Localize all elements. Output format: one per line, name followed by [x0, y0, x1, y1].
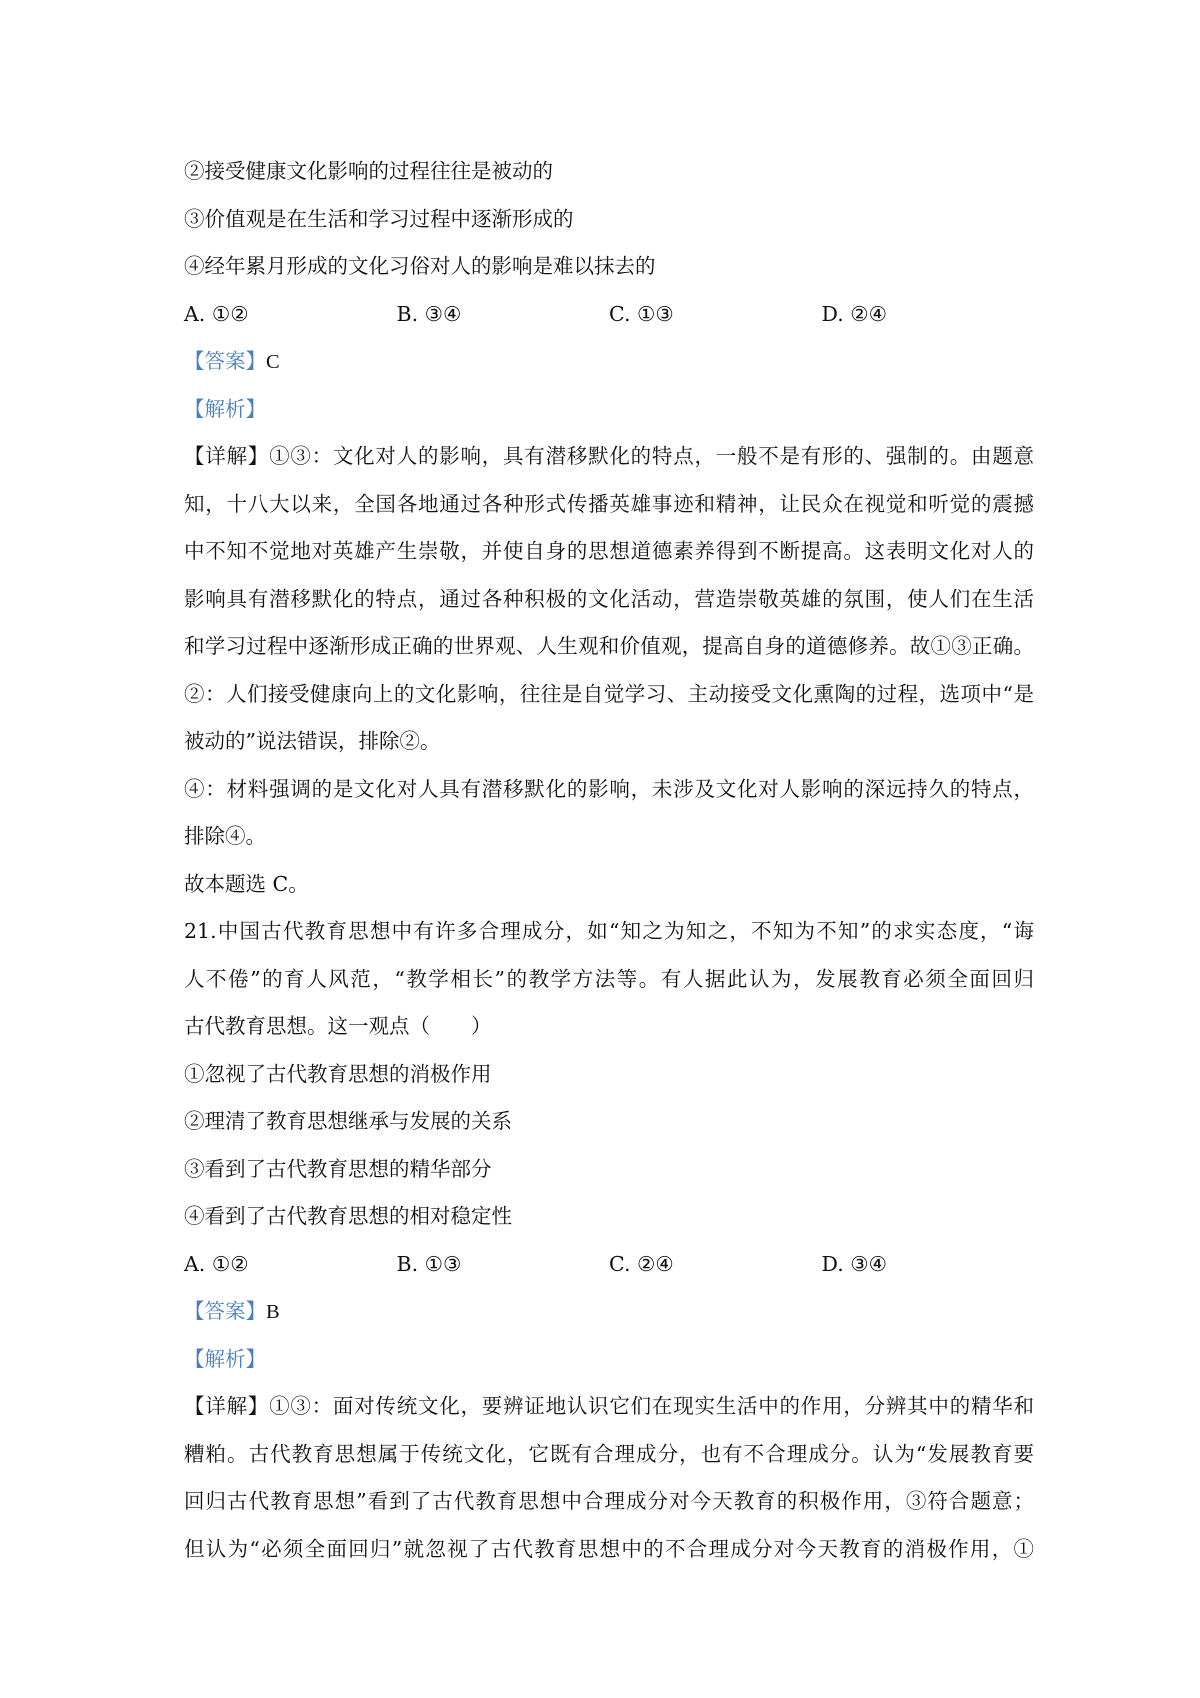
q21-statement-4: ④看到了古代教育思想的相对稳定性: [184, 1204, 512, 1228]
q20-detail-line: 被动的”说法错误，排除②。: [184, 729, 441, 753]
q21-statement-3: ③看到了古代教育思想的精华部分: [184, 1156, 492, 1181]
q21-option-c: C. ②④: [609, 1251, 674, 1276]
q20-statement-2: ②接受健康文化影响的过程往往是被动的: [184, 159, 553, 183]
q20-option-b: B. ③④: [396, 301, 462, 326]
q20-analysis: [184, 386, 1034, 434]
q20-detail-line: 中不知不觉地对英雄产生崇敬，并使自身的思想道德素养得到不断提高。这表明文化对人的: [184, 539, 1034, 563]
q20-conclusion: 故本题选 C。: [184, 871, 309, 896]
q20-detail-line: ④：材料强调的是文化对人具有潜移默化的影响，未涉及文化对人影响的深远持久的特点，: [184, 776, 1034, 801]
q21-statement-1: ①忽视了古代教育思想的消极作用: [184, 1061, 492, 1086]
detail-text: ①③：面对传统文化，要辨证地认识它们在现实生活中的作用，分辨其中的精华和: [269, 1394, 1034, 1418]
q20-detail-line: 影响具有潜移默化的特点，通过各种积极的文化活动，营造崇敬英雄的氛围，使人们在生活: [184, 586, 1034, 611]
answer-label: 【答案】: [184, 349, 266, 373]
answer-value: B: [266, 1301, 280, 1323]
q20-detail-line: 排除④。: [184, 824, 266, 848]
document-page: [184, 148, 1034, 1573]
q20-detail-line: 知，十八大以来，全国各地通过各种形式传播英雄事迹和精神，让民众在视觉和听觉的震撼: [184, 491, 1034, 516]
q20-option-c: C. ①③: [609, 301, 674, 326]
q20-detail-line: 和学习过程中逐渐形成正确的世界观、人生观和价值观，提高自身的道德修养。故①③正确。: [184, 634, 1034, 658]
q20-option-a: A. ①②: [184, 301, 249, 326]
q20-detail-line: [184, 433, 1034, 481]
q20-options: [184, 291, 1034, 339]
detail-label: 【详解】: [184, 1394, 270, 1418]
q20-statement-3: ③价值观是在生活和学习过程中逐渐形成的: [184, 206, 574, 231]
detail-text: ①③：文化对人的影响，具有潜移默化的特点，一般不是有形的、强制的。由题意: [269, 444, 1034, 468]
q20-option-d: D. ②④: [821, 301, 887, 326]
q21-statement-2: ②理清了教育思想继承与发展的关系: [184, 1109, 512, 1133]
q21-options: [184, 1241, 1034, 1289]
q21-stem-line: 人不倦”的育人风范，“教学相长”的教学方法等。有人据此认为，发展教育必须全面回归: [184, 966, 1034, 991]
q21-answer: [184, 1288, 1034, 1336]
q21-detail-line: [184, 1383, 1034, 1431]
analysis-label: 【解析】: [184, 1346, 266, 1371]
q21-stem-line: 古代教育思想。这一观点（ ）: [184, 1014, 492, 1038]
q21-detail-line: 糟粕。古代教育思想属于传统文化，它既有合理成分，也有不合理成分。认为“发展教育要: [184, 1441, 1034, 1466]
q21-detail-line: 回归古代教育思想”看到了古代教育思想中合理成分对今天教育的积极作用，③符合题意；: [184, 1489, 1034, 1513]
q20-answer: [184, 338, 1034, 386]
detail-label: 【详解】: [184, 444, 270, 468]
q20-statement-4: ④经年累月形成的文化习俗对人的影响是难以抹去的: [184, 254, 656, 278]
q21-stem-line: 21.中国古代教育思想中有许多合理成分，如“知之为知之，不知为不知”的求实态度，“诲: [184, 919, 1034, 943]
analysis-label: 【解析】: [184, 396, 266, 421]
answer-label: 【答案】: [184, 1299, 266, 1323]
q21-detail-line: 但认为“必须全面回归”就忽视了古代教育思想中的不合理成分对今天教育的消极作用，①: [184, 1536, 1034, 1561]
q21-option-a: A. ①②: [184, 1251, 249, 1276]
answer-value: C: [266, 351, 280, 373]
q21-analysis: [184, 1336, 1034, 1384]
q20-detail-line: ②：人们接受健康向上的文化影响，往往是自觉学习、主动接受文化熏陶的过程，选项中“是: [184, 681, 1034, 706]
q21-option-b: B. ①③: [396, 1251, 462, 1276]
q21-option-d: D. ③④: [821, 1251, 887, 1276]
